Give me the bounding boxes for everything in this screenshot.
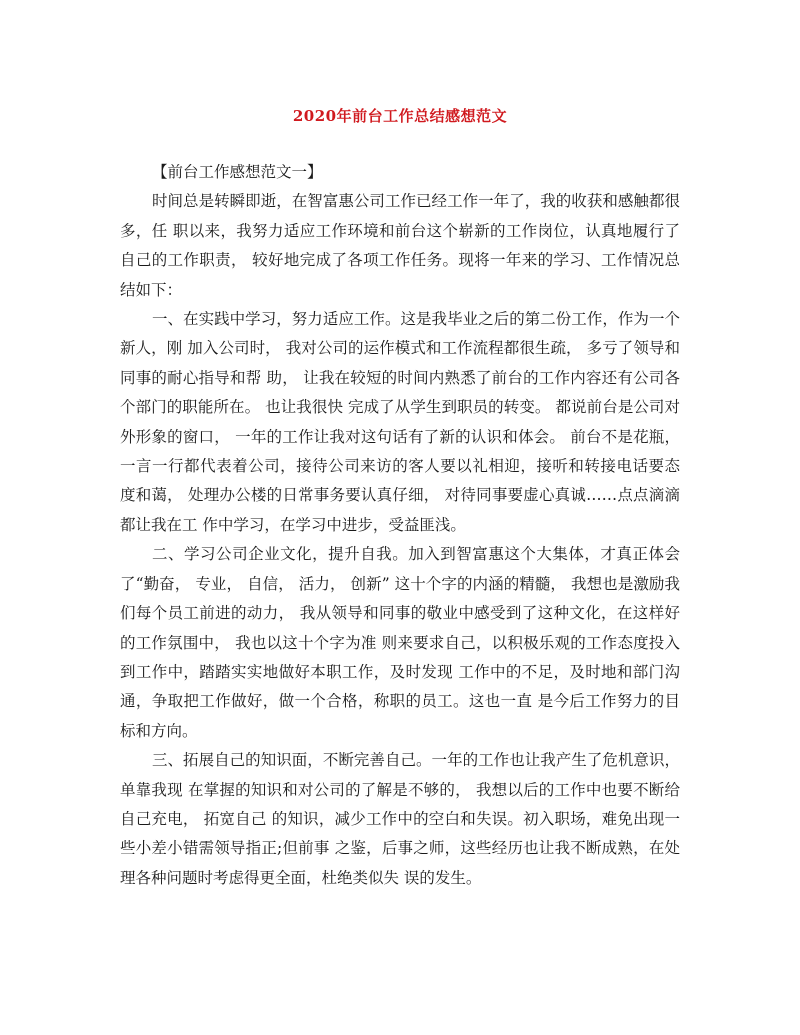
- paragraph-intro: 时间总是转瞬即逝，在智富惠公司工作已经工作一年了，我的收获和感触都很多，任 职以来，我努力适应工作环境和前台这个崭新的工作岗位，认真地履行了自己的工作职责， 较好地完成了各项工作任务。现将一年来的学习、工作情况总结如下：: [120, 192, 680, 299]
- paragraph-section-two: 二、学习公司企业文化，提升自我。加入到智富惠这个大集体，才真正体会了“勤奋， 专业， 自信， 活力， 创新” 这十个字的内涵的精髓， 我想也是激励我们每个员工前进的动力， 我从领导和同事的敬业中感受到了这种文化，在这样好的工作氛围中， 我也以这十个字为准 则来要求自己，以积极乐观的工作态度投入到工作中，踏踏实实地做好本职工作，及时发现 工作中的不足，及时地和部门沟通，争取把工作做好，做一个合格，称职的员工。这也一直 是今后工作努力的目标和方向。: [120, 545, 680, 740]
- document-body: [120, 158, 680, 893]
- section-heading: 【前台工作感想范文一】: [152, 163, 323, 181]
- paragraph-section-one: 一、在实践中学习，努力适应工作。这是我毕业之后的第二份工作，作为一个新人，刚 加入公司时， 我对公司的运作模式和工作流程都很生疏， 多亏了领导和同事的耐心指导和帮 助， 让我在较短的时间内熟悉了前台的工作内容还有公司各个部门的职能所在。 也让我很快 完成了从学生到职员的转变。 都说前台是公司对外形象的窗口， 一年的工作让我对这句话有了新的认识和体会。 前台不是花瓶，一言一行都代表着公司，接待公司来访的客人要以礼相迎，接听和转接电话要态 度和蔼， 处理办公楼的日常事务要认真仔细， 对待同事要虚心真诚……点点滴滴都让我在工 作中学习，在学习中进步，受益匪浅。: [120, 310, 680, 534]
- paragraph-section-three: 三、拓展自己的知识面，不断完善自己。一年的工作也让我产生了危机意识，单靠我现 在掌握的知识和对公司的了解是不够的， 我想以后的工作中也要不断给自己充电， 拓宽自己 的知识，减少工作中的空白和失误。初入职场，难免出现一些小差小错需领导指正;但前事 之鉴，后事之师，这些经历也让我不断成熟，在处理各种问题时考虑得更全面，杜绝类似失 误的发生。: [120, 751, 680, 887]
- document-title: 2020年前台工作总结感想范文: [292, 107, 508, 125]
